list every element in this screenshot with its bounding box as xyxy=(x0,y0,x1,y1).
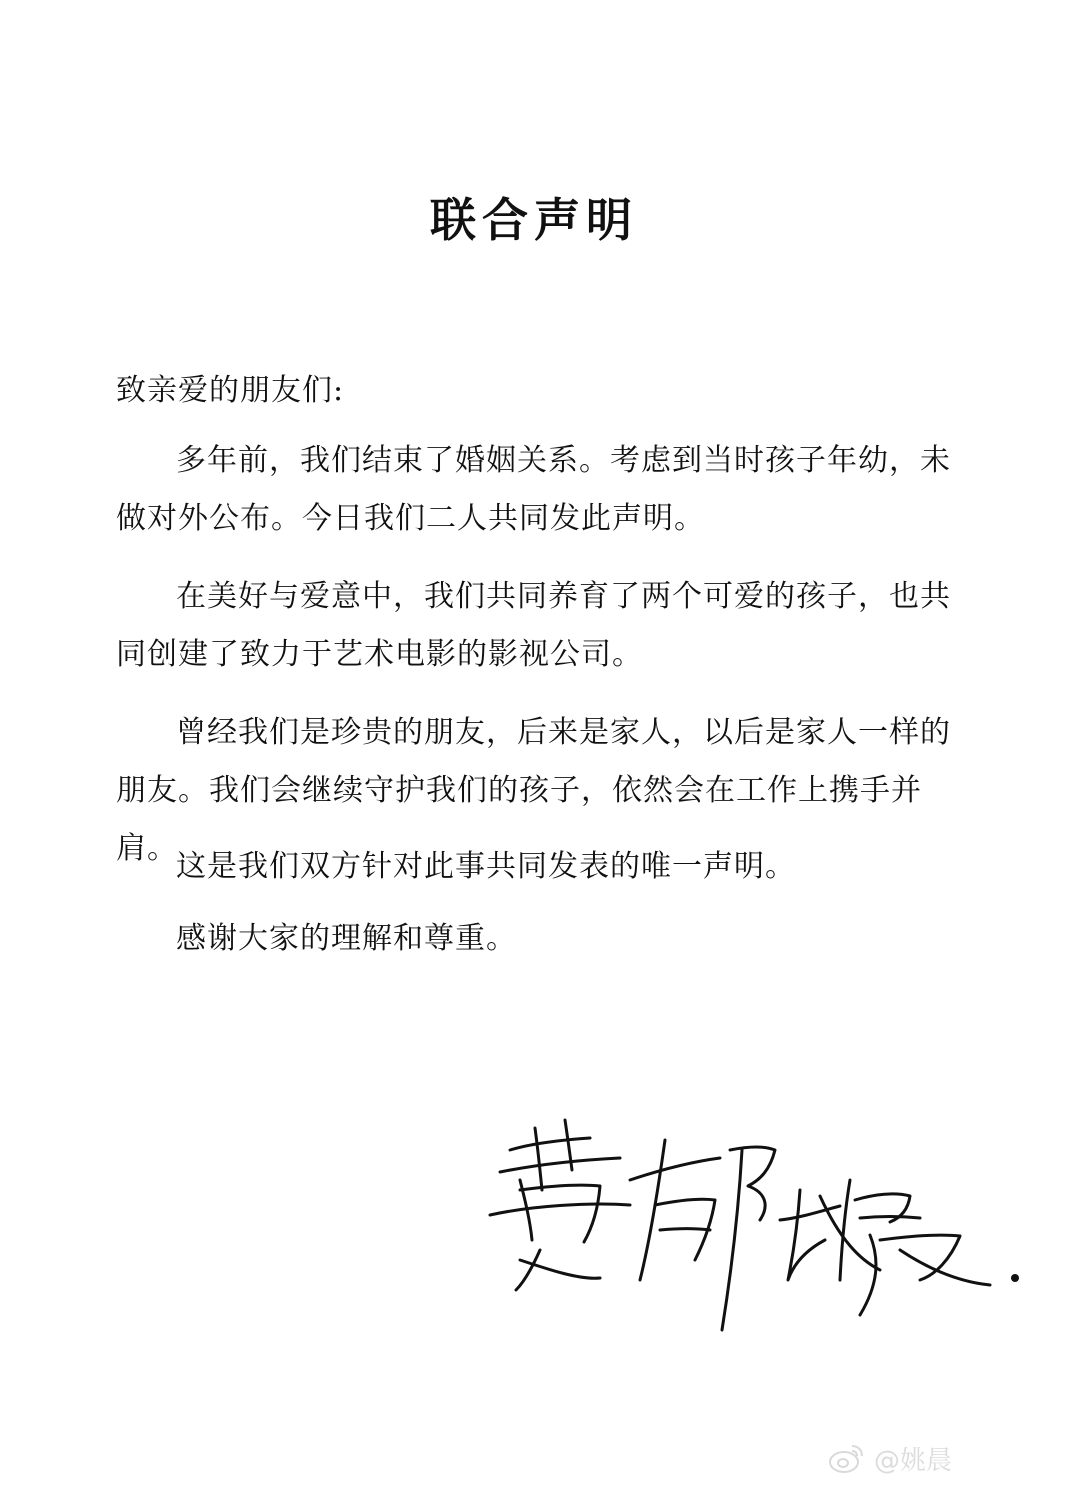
salutation: 致亲爱的朋友们: xyxy=(116,373,345,408)
paragraph-3: 曾经我们是珍贵的朋友，后来是家人，以后是家人一样的朋友。我们会继续守护我们的孩子，依然会在工作上携手并肩。 xyxy=(116,715,951,866)
weibo-watermark xyxy=(826,1436,1066,1480)
paragraph-2: 在美好与爱意中，我们共同养育了两个可爱的孩子，也共同创建了致力于艺术电影的影视公司。 xyxy=(116,579,951,672)
handwritten-signature xyxy=(480,1110,1040,1340)
paragraph-4: 这是我们双方针对此事共同发表的唯一声明。 xyxy=(176,849,796,884)
paragraph-1: 多年前，我们结束了婚姻关系。考虑到当时孩子年幼，未做对外公布。今日我们二人共同发此声明。 xyxy=(116,443,951,536)
watermark-text: @姚晨 xyxy=(874,1445,953,1476)
weibo-icon xyxy=(826,1438,866,1478)
paragraph-5: 感谢大家的理解和尊重。 xyxy=(176,921,517,956)
document-title: 联合声明 xyxy=(430,193,638,247)
